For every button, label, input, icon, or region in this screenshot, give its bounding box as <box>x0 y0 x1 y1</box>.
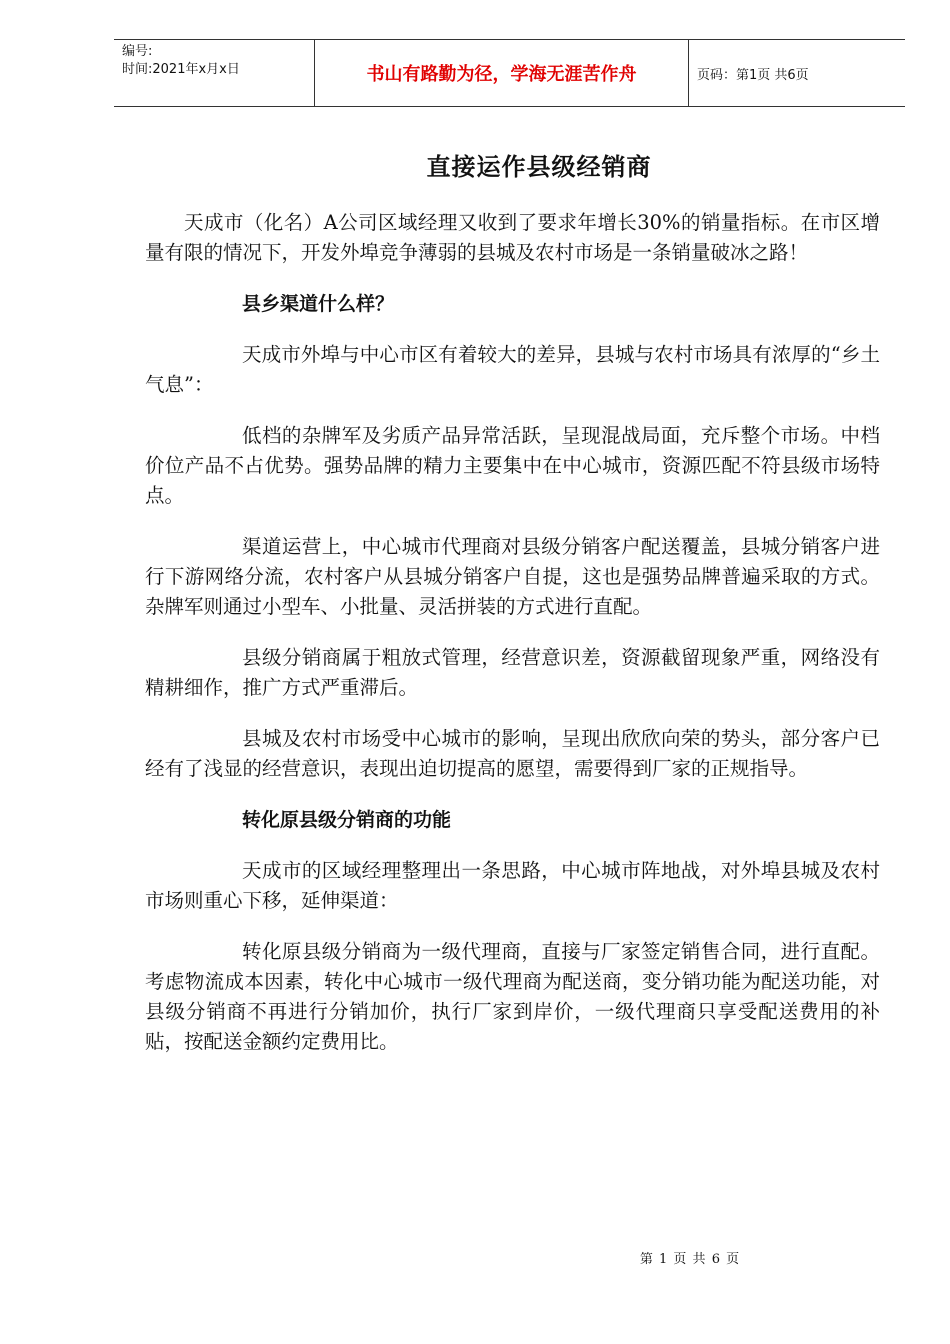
intro-paragraph: 天成市（化名）A公司区域经理又收到了要求年增长30%的销量指标。在市区增量有限的情况下，开发外埠竞争薄弱的县城及农村市场是一条销量破冰之路！ <box>145 211 880 264</box>
header-motto: 书山有路勤为径，学海无涯苦作舟 <box>315 40 689 106</box>
body-paragraph: 天成市的区域经理整理出一条思路，中心城市阵地战，对外埠县城及农村市场则重心下移，延伸渠道： <box>145 859 880 912</box>
body-paragraph: 低档的杂牌军及劣质产品异常活跃，呈现混战局面，充斥整个市场。中档价位产品不占优势。强势品牌的精力主要集中在中心城市，资源匹配不符县级市场特点。 <box>145 424 880 507</box>
body-paragraph: 转化原县级分销商为一级代理商，直接与厂家签定销售合同，进行直配。考虑物流成本因素，转化中心城市一级代理商为配送商，变分销功能为配送功能，对县级分销商不再进行分销加价，执行厂家到岸价，一级代理商只享受配送费用的补贴，按配送金额约定费用比。 <box>145 940 880 1053</box>
page-footer: 第 1 页 共 6 页 <box>639 1252 741 1267</box>
header-page-info: 页码：第1页 共6页 <box>697 67 809 83</box>
body-paragraph: 渠道运营上，中心城市代理商对县级分销客户配送覆盖，县城分销客户进行下游网络分流，农村客户从县城分销客户自提，这也是强势品牌普遍采取的方式。杂牌军则通过小型车、小批量、灵活拼装的方式进行直配。 <box>145 535 880 618</box>
number-label: 编号: <box>122 44 153 59</box>
document-body <box>145 208 880 1078</box>
section-heading-county-channels: 县乡渠道什么样？ <box>242 293 395 315</box>
document-header <box>114 39 905 107</box>
time-label: 时间:2021年x月x日 <box>122 62 240 77</box>
body-paragraph: 县城及农村市场受中心城市的影响，呈现出欣欣向荣的势头，部分客户已经有了浅显的经营意识，表现出迫切提高的愿望，需要得到厂家的正规指导。 <box>145 727 880 780</box>
header-meta <box>114 40 315 106</box>
document-title: 直接运作县级经销商 <box>426 153 652 181</box>
body-paragraph: 县级分销商属于粗放式管理，经营意识差，资源截留现象严重，网络没有精耕细作，推广方式严重滞后。 <box>145 646 880 699</box>
section-heading-transform-distributors: 转化原县级分销商的功能 <box>242 809 452 831</box>
body-paragraph: 天成市外埠与中心市区有着较大的差异，县城与农村市场具有浓厚的“乡土气息”： <box>145 343 880 396</box>
